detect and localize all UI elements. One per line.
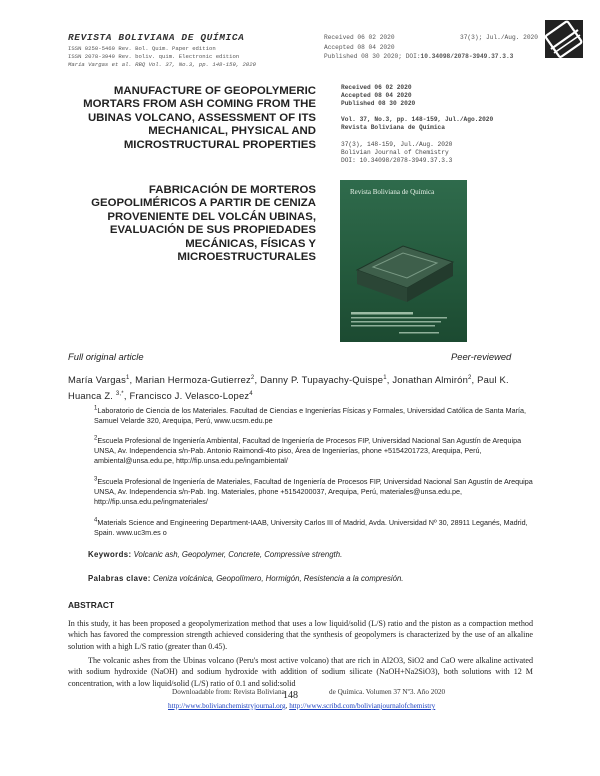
keywords-label: Keywords: (88, 550, 132, 559)
cover-title: Revista Boliviana de Química (350, 188, 435, 196)
author-name: Paul K. Huanca Z. (68, 374, 509, 401)
header-received: Received 06 02 2020 (324, 34, 395, 41)
palabras-clave-label: Palabras clave: (88, 574, 151, 583)
issn-paper: ISSN 0250-5460 Rev. Bol. Quim. Paper edition (68, 45, 216, 52)
review-type: Peer-reviewed (451, 351, 512, 362)
author-name: Danny P. Tupayachy-Quispe (260, 374, 384, 385)
author-sup: 4 (249, 390, 253, 397)
affiliation (94, 518, 534, 538)
issn-electronic: ISSN 2078-3949 Rev. boliv. quim. Electronic edition (68, 53, 240, 60)
author-name: Francisco J. Velasco-Lopez (129, 390, 250, 401)
info-received: Received 06 02 2020 (341, 84, 412, 91)
author-sup: 2 (250, 374, 255, 381)
footer-separator: , (285, 702, 288, 710)
affiliation (94, 477, 534, 508)
affiliation-sup: 4 (94, 517, 98, 524)
affiliation-sup: 1 (94, 405, 98, 412)
journal-name: REVISTA BOLIVIANA DE QUÍMICA (68, 32, 245, 43)
info-journal: Revista Boliviana de Química (341, 124, 445, 131)
author-sup: 3,* (115, 390, 124, 397)
footer-downloadable: Downloadable from: Revista Boliviana (172, 688, 285, 696)
affiliation (94, 406, 534, 426)
title-spanish: FABRICACIÓN DE MORTEROS GEOPOLIMÉRICOS A PARTIR DE CENIZA PROVENIENTE DEL VOLCÁN UBINAS, EVALUACIÓN DE SUS PROPIEDADES MECÁNICAS, FÍSICAS Y MICROESTRUCTURALES (91, 184, 316, 264)
header-published-doi (324, 53, 513, 60)
footer-link-scribd[interactable]: http://www.scribd.com/bolivianjournalofchemistry (289, 702, 436, 710)
abstract-heading: ABSTRACT (68, 600, 115, 610)
header-doi[interactable]: 10.34098/2078-3949.37.3.3 (420, 53, 514, 60)
keywords (88, 550, 342, 559)
page-number: 148 (283, 690, 298, 701)
author-sup: 1 (125, 374, 130, 381)
affiliation-text: Escuela Profesional de Ingeniería de Materiales, Facultad de Ingeniería de Procesos FIP, Universidad Nacional San Agustín de Arequipa UNSA, Av. Independencia s/n-Pab. Ing. Materiales, phone +5154200037, Arequipa, Perú, materiales@unsa.edu.pe, http://fip.unsa.edu.pe/ingmateriales/ (94, 477, 533, 507)
affiliation-text: Materials Science and Engineering Department-IAAB, University Carlos III of Madrid, Avda. Universidad Nº 30, 28911 Leganés, Madrid, Spain. www.uc3m.es o (94, 518, 528, 538)
palabras-clave (88, 574, 403, 583)
author-name: María Vargas (68, 374, 126, 385)
affiliation (94, 436, 534, 467)
info-doi-line: DOI: 10.34098/2078-3949.37.3.3 (341, 157, 453, 164)
info-cite-line: 37(3), 148-159, Jul./Aug. 2020 (341, 141, 453, 148)
citation-short: María Vargas et al. RBQ Vol. 37, No.3, pp. 148-159, 2020 (68, 61, 256, 68)
abstract-paragraph: The volcanic ashes from the Ubinas volcano (Peru's most active volcano) that are rich in Al2O3, SiO2 and CaO were alkaline activated with sodium hydroxide (NaOH) and sodium hydroxide with addition of sodium silicate (NaOH+Na2SiO3), both solutions with 12 M concentration, with a low liquid/solid (L/S) ratio of 0.1 and solid:solid (68, 656, 533, 688)
affiliation-text: Laboratorio de Ciencia de los Materiales. Facultad de Ciencias e Ingenierías Físicas y Formales, Universidad Católica de Santa María, Samuel Velarde 320, Arequipa, Perú, www.ucsm.edu.pe (94, 406, 527, 426)
author-list: María Vargas$^1$, Marian Hermoza-Gutierrez$^2$, Danny P. Tupayachy-Quispe$^1$, Jonathan Almirón$^2$, Paul K. Huanca Z. $^{3,*}$, Francisco J. Velasco-Lopez$^4$ (68, 374, 509, 401)
published-prefix: Published 08 30 2020; DOI: (324, 53, 421, 60)
footer-link-journal[interactable]: http://www.bolivianchemistryjournal.org (168, 702, 286, 710)
cover-artwork (345, 212, 462, 337)
author-name: Marian Hermoza-Gutierrez (135, 374, 251, 385)
info-accepted: Accepted 08 04 2020 (341, 92, 412, 99)
article-type: Full original article (68, 351, 144, 362)
author-sup: 1 (383, 374, 387, 381)
info-vol-line: Vol. 37, No.3, pp. 148-159, Jul./Ago.2020 (341, 116, 494, 123)
info-published: Published 08 30 2020 (341, 100, 416, 107)
abstract-paragraph: In this study, it has been proposed a geopolymerization method that uses a low liquid/solid (L/S) ratio and the piston as a compaction method which has favored the compression strength achieved considering that the synthesis of geopolymers is characterized by the use of an alkaline solution with a high L/S ratio (greater than 0.45). (68, 619, 533, 651)
footer-journal-volume: de Química. Volumen 37 Nº3. Año 2020 (329, 688, 446, 696)
header-accepted: Accepted 08 04 2020 (324, 44, 395, 51)
journal-logo-icon (545, 20, 583, 58)
author-name: Jonathan Almirón (392, 374, 468, 385)
affiliation-text: Escuela Profesional de Ingeniería Ambiental, Facultad de Ingeniería de Procesos FIP, Universidad Nacional San Agustín de Arequipa UNSA, Av. Independencia s/n-Pab. Antonio Raimondi-4to piso, Área de Ingenierías, phone +5154201723, Arequipa, Perú, ambiental@unsa.edu.pe, http://fip.unsa.edu.pe/ingambiental/ (94, 436, 522, 466)
palabras-clave-text: Ceniza volcánica, Geopolímero, Hormigón, Resistencia a la compresión. (152, 574, 404, 583)
affiliation-sup: 3 (94, 476, 98, 483)
title-english: MANUFACTURE OF GEOPOLYMERIC MORTARS FROM ASH COMING FROM THE UBINAS VOLCANO, ASSESSMENT OF ITS MECHANICAL, PHYSICAL AND MICROSTRUCTURAL PROPERTIES (83, 85, 316, 151)
author-sup: 2 (468, 374, 472, 381)
affiliation-sup: 2 (94, 435, 98, 442)
keywords-text: Volcanic ash, Geopolymer, Concrete, Compressive strength. (133, 550, 343, 559)
info-journal-en: Bolivian Journal of Chemistry (341, 149, 449, 156)
footer-links (168, 702, 435, 710)
header-vol-issue: 37(3); Jul./Aug. 2020 (460, 34, 538, 41)
